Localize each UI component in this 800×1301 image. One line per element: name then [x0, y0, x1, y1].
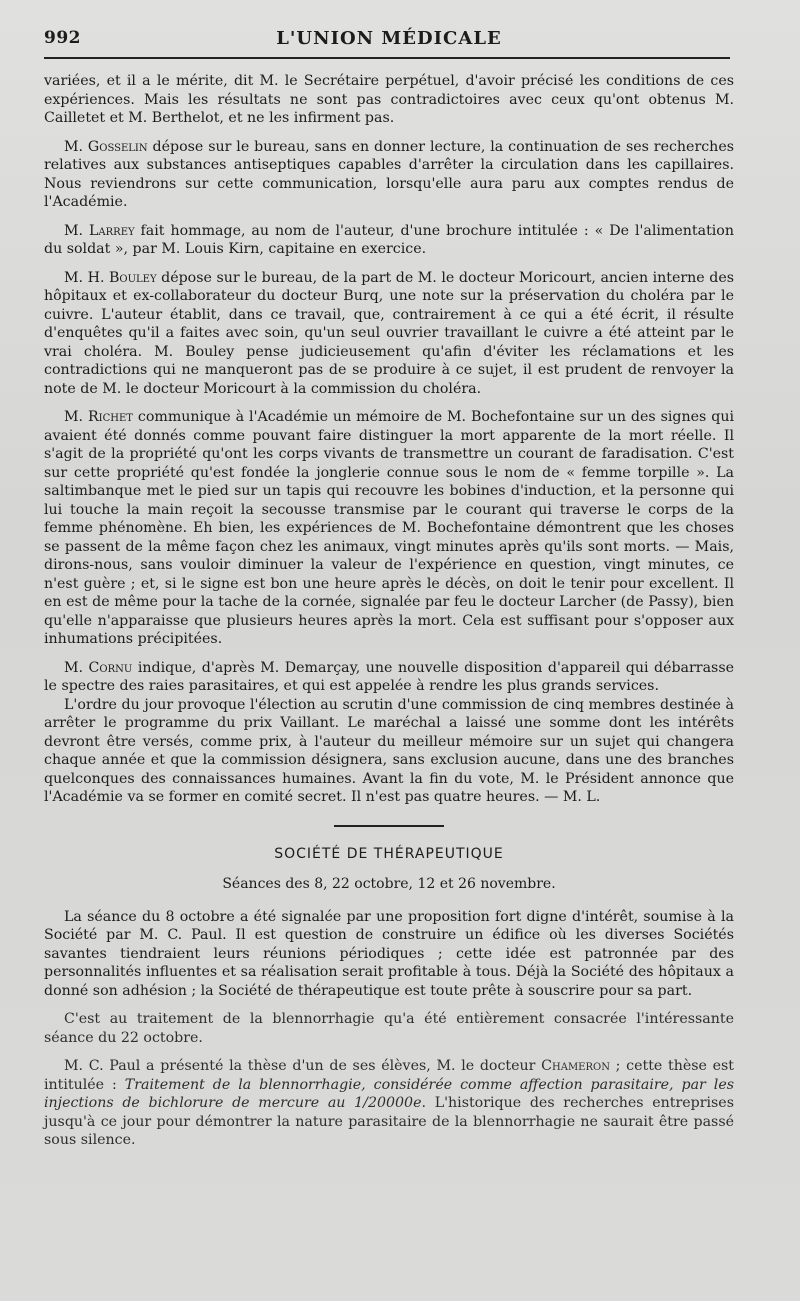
paragraph-text: C'est au traitement de la blennorrhagie qu'a été entièrement consacrée l'intéressante séance du 22 octobre. — [44, 1011, 734, 1046]
speaker-name: M. Larrey — [64, 222, 135, 239]
header-rule — [44, 57, 730, 59]
author-name: Chameron — [541, 1058, 610, 1074]
journal-title: L'UNION MÉDICALE — [276, 28, 502, 49]
paragraph-text: indique, d'après M. Demarçay, une nouvelle disposition d'appareil qui débarrasse le spectre des raies parasitaires, et qui est appelée à rendre les plus grands services. — [44, 659, 735, 694]
paragraph-larrey — [44, 222, 734, 259]
paragraph-text: L'ordre du jour provoque l'élection au scrutin d'une commission de cinq membres destinée à arrêter le programme du prix Vaillant. Le maréchal a laissé une somme dont les intérêts devront être versés, comme prix, à l'auteur du meilleur mémoire sur un sujet qui changera chaque année et que la commission désignera, sans exclusion aucune, dans une des branches quelconques des connaissances humaines. Avant la fin du vote, M. le Président annonce que l'Académie va se former en comité secret. Il n'est pas quatre heures. — M. L. — [44, 696, 734, 805]
paragraph-text: . L'historique des recherches entreprises jusqu'à ce jour pour démontrer la nature parasitaire de la blennorrhagie ne saurait être passé sous silence. — [44, 1095, 734, 1148]
paragraph-continuation — [44, 72, 734, 128]
running-head — [44, 26, 734, 56]
speaker-name: M. Cornu — [64, 659, 133, 676]
paragraph-text: dépose sur le bureau, de la part de M. le docteur Moricourt, ancien interne des hôpitaux et ex-collaborateur du docteur Burq, une note sur la préservation du choléra par le cuivre. L'auteur établit, dans ce travail, que, contrairement à ce qui a été écrit, il résulte d'enquêtes qu'il a faites avec soin, qu'un seul ouvrier travaillant le cuivre a été atteint par le vrai choléra. M. Bouley pense judicieusement qu'afin d'éviter les réclamations et les contradictions qui ne manqueront pas de se produire à ce sujet, il est prudent de renvoyer la note de M. le docteur Moricourt à la commission du choléra. — [44, 269, 734, 397]
paragraph-these — [44, 1057, 734, 1150]
paragraph-gosselin — [44, 138, 734, 212]
paragraph-text: communique à l'Académie un mémoire de M. Bochefontaine sur un des signes qui avaient été donnés comme pouvant faire distinguer la mort apparente de la mort réelle. Il s'agit de la propriété qu'ont les corps vivants de transmettre un courant de faradisation. C'est sur cette propriété qu'est fondée la jonglerie connue sous le nom de « femme torpille ». La saltimbanque met le pied sur un tapis qui recouvre les bobines d'induction, et la personne qui lui touche la main reçoit la secousse transmise par le courant qui traverse le corps de la femme phénomène. Eh bien, les expériences de M. Bochefontaine démontrent que les choses se passent de la même façon chez les animaux, vingt minutes après qu'ils sont morts. — Mais, dirons-nous, sans vouloir diminuer la valeur de l'expérience en question, vingt minutes, ce n'est guère ; et, si le signe est bon une heure après le décès, on doit le tenir pour excellent. Il en est de même pour la tache de la cornée, signalée par feu le docteur Larcher (de Passy), bien qu'elle n'apparaisse que plusieurs heures après la mort. Cela est suffisant pour s'opposer aux inhumations précipitées. — [44, 409, 734, 647]
paragraph-text: dépose sur le bureau, sans en donner lecture, la continuation de ses recherches relatives aux substances antiseptiques capables d'arrêter la circulation dans les capillaires. Nous reviendrons sur cette communication, lorsqu'elle aura paru aux comptes rendus de l'Académie. — [44, 138, 734, 210]
paragraph-text: La séance du 8 octobre a été signalée par une proposition fort digne d'intérêt, soumise à la Société par M. C. Paul. Il est question de construire un édifice où les diverses Sociétés savantes tiendraient leurs réunions périodiques ; cette idée est patronnée par des personnalités influentes et sa réalisation serait profitable à tous. Déjà la Société des hôpitaux a donné son adhésion ; la Société de thérapeutique est toute prête à souscrire pour sa part. — [44, 908, 734, 999]
paragraph-cornu — [44, 659, 734, 696]
section-separator — [334, 825, 444, 827]
paragraph-text: ; cette thèse est intitulée : — [44, 1058, 734, 1093]
paragraph-ordre-du-jour — [44, 696, 734, 807]
paragraph-bouley — [44, 269, 734, 399]
speaker-name: M. Gosselin — [64, 138, 148, 155]
paragraph-text: fait hommage, au nom de l'auteur, d'une brochure intitulée : « De l'alimentation du soldat », par M. Louis Kirn, capitaine en exercice. — [44, 222, 734, 257]
speaker-name: M. H. Bouley — [64, 269, 157, 286]
thesis-title: Traitement de la blennorrhagie, considérée comme affection parasitaire, par les injections de bichlorure de mercure au 1/20000e — [44, 1076, 734, 1111]
section-subtitle: Séances des 8, 22 octobre, 12 et 26 novembre. — [222, 876, 556, 892]
speaker-name: M. Richet — [64, 409, 133, 425]
section-title: SOCIÉTÉ DE THÉRAPEUTIQUE — [274, 845, 504, 862]
paragraph-seance-8-octobre — [44, 908, 734, 1001]
page-number: 992 — [44, 28, 81, 48]
paragraph-text: variées, et il a le mérite, dit M. le Secrétaire perpétuel, d'avoir précisé les conditions de ces expériences. Mais les résultats ne sont pas contradictoires avec ceux qu'ont obtenus M. Cailletet et M. Berthelot, et ne les infirment pas. — [44, 73, 734, 126]
paragraph-richet — [44, 408, 734, 649]
paragraph-seance-22-octobre — [44, 1010, 734, 1047]
paragraph-text: M. C. Paul a présenté la thèse d'un de ses élèves, M. le docteur — [64, 1058, 542, 1074]
body-text — [44, 72, 734, 1160]
